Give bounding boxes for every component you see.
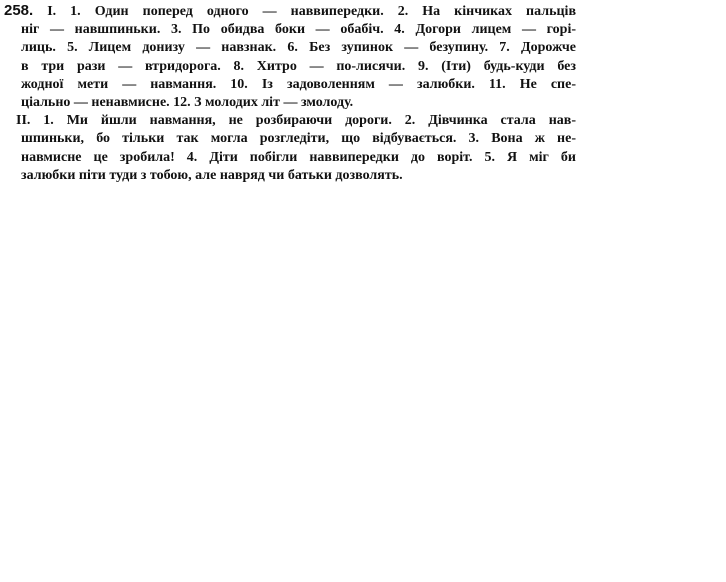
exercise-line-1 (4, 2, 576, 21)
exercise-number: 258. (4, 2, 34, 19)
part1-line-5: жодної мети — навмання. 10. Із задоволенням — залюбки. 11. Не спе- (21, 76, 576, 92)
exercise-text-block (4, 2, 576, 185)
part1-line-3: лиць. 5. Лицем донизу — навзнак. 6. Без зупинок — безупину. 7. Дорожче (21, 40, 576, 56)
part2-line-2: шпиньки, бо тільки так могла розгледіти, що відбувається. 3. Вона ж не- (21, 131, 576, 147)
part1-line-1: І. 1. Один поперед одного — наввипередки. 2. На кінчиках пальців (47, 4, 576, 19)
part2-line-4: залюбки піти туди з тобою, але навряд чи батьки дозволять. (21, 167, 403, 183)
part2-line-3: навмисне це зробила! 4. Діти побігли наввипередки до воріт. 5. Я міг би (21, 149, 576, 165)
part1-line-6: ціально — ненавмисне. 12. З молодих літ — змолоду. (21, 95, 354, 111)
part1-line-2: ніг — навшпиньки. 3. По обидва боки — обабіч. 4. Догори лицем — горі- (21, 22, 576, 38)
part2-line-1: ІІ. 1. Ми йшли навмання, не розбираючи дороги. 2. Дівчинка стала нав- (16, 113, 576, 129)
part1-line-4: в три рази — втридорога. 8. Хитро — по-лисячи. 9. (Іти) будь-куди без (21, 58, 576, 74)
